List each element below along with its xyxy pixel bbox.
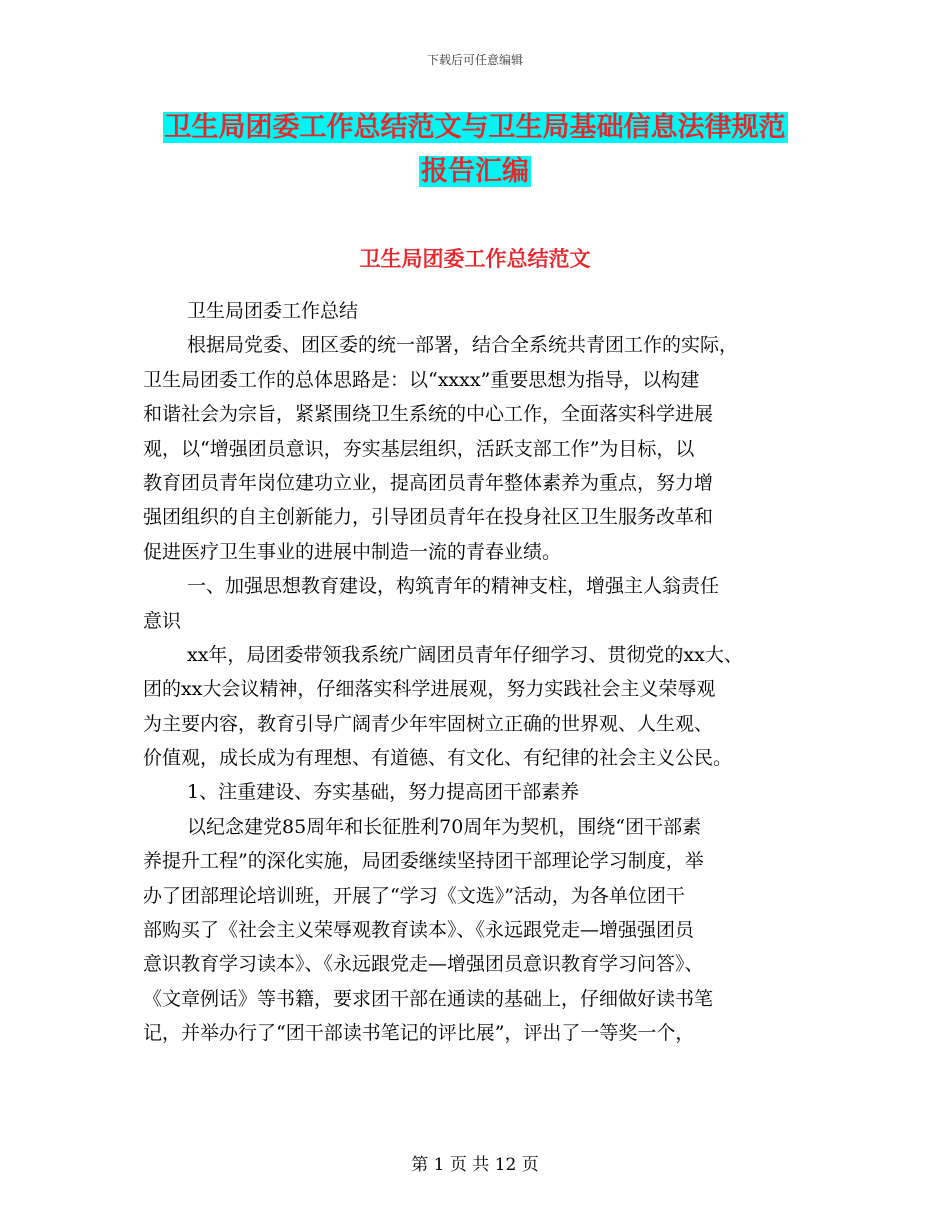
paragraph-line: 卫生局团委工作的总体思路是：以“xxxx”重要思想为指导，以构建 — [143, 368, 700, 391]
paragraph-line: 团的xx大会议精神，仔细落实科学进展观，努力实践社会主义荣辱观 — [143, 678, 716, 701]
body-text — [143, 294, 833, 1051]
paragraph-line: 《文章例话》等书籍，要求团干部在通读的基础上，仔细做好读书笔 — [143, 987, 714, 1010]
document-title-line-1: 卫生局团委工作总结范文与卫生局基础信息法律规范 — [164, 112, 786, 143]
document-title — [0, 106, 950, 194]
paragraph-line: 意识教育学习读本》、《永远跟党走—增强团员意识教育学习问答》、 — [143, 953, 704, 976]
paragraph-line: 部购买了《社会主义荣辱观教育读本》、《永远跟党走—增强强团员 — [143, 919, 695, 942]
paragraph-line: 观，以“增强团员意识，夯实基层组织，活跃支部工作”为目标，以 — [143, 437, 695, 460]
paragraph-line: 促进医疗卫生事业的进展中制造一流的青春业绩。 — [143, 540, 562, 563]
paragraph-line: 教育团员青年岗位建功立业，提高团员青年整体素养为重点，努力增 — [143, 471, 714, 494]
paragraph-line: 和谐社会为宗旨，紧紧围绕卫生系统的中心工作，全面落实科学进展 — [143, 403, 714, 426]
paragraph-line: 1、注重建设、夯实基础，努力提高团干部素养 — [187, 781, 580, 804]
paragraph-line: 养提升工程”的深化实施，局团委继续坚持团干部理论学习制度，举 — [143, 850, 704, 873]
paragraph-line: 记，并举办行了“团干部读书笔记的评比展”，评出了一等奖一个， — [143, 1022, 695, 1045]
section-title: 卫生局团委工作总结范文 — [359, 247, 591, 271]
paragraph-line: 强团组织的自主创新能力，引导团员青年在投身社区卫生服务改革和 — [143, 506, 714, 529]
paragraph-line: 意识 — [143, 609, 182, 632]
paragraph-line: 卫生局团委工作总结 — [187, 300, 359, 322]
paragraph-line: 为主要内容，教育引导广阔青少年牢固树立正确的世界观、人生观、 — [143, 712, 714, 735]
paragraph-line: 价值观，成长成为有理想、有道德、有文化、有纪律的社会主义公民。 — [143, 747, 733, 770]
paragraph-line: 一、加强思想教育建设，构筑青年的精神支柱，增强主人翁责任 — [187, 575, 720, 598]
document-title-line-2: 报告汇编 — [421, 156, 529, 187]
page-header-note: 下载后可任意编辑 — [426, 53, 523, 67]
paragraph-line: 以纪念建党85周年和长征胜利70周年为契机，围绕“团干部素 — [187, 815, 702, 838]
page-number-footer: 第 1 页 共 12 页 — [411, 1155, 539, 1175]
paragraph-line: 根据局党委、团区委的统一部署，结合全系统共青团工作的实际， — [187, 334, 739, 357]
paragraph-line: xx年，局团委带领我系统广阔团员青年仔细学习、贯彻党的xx大、 — [187, 643, 743, 666]
paragraph-line: 办了团部理论培训班，开展了“学习《文选》”活动，为各单位团干 — [143, 884, 685, 907]
